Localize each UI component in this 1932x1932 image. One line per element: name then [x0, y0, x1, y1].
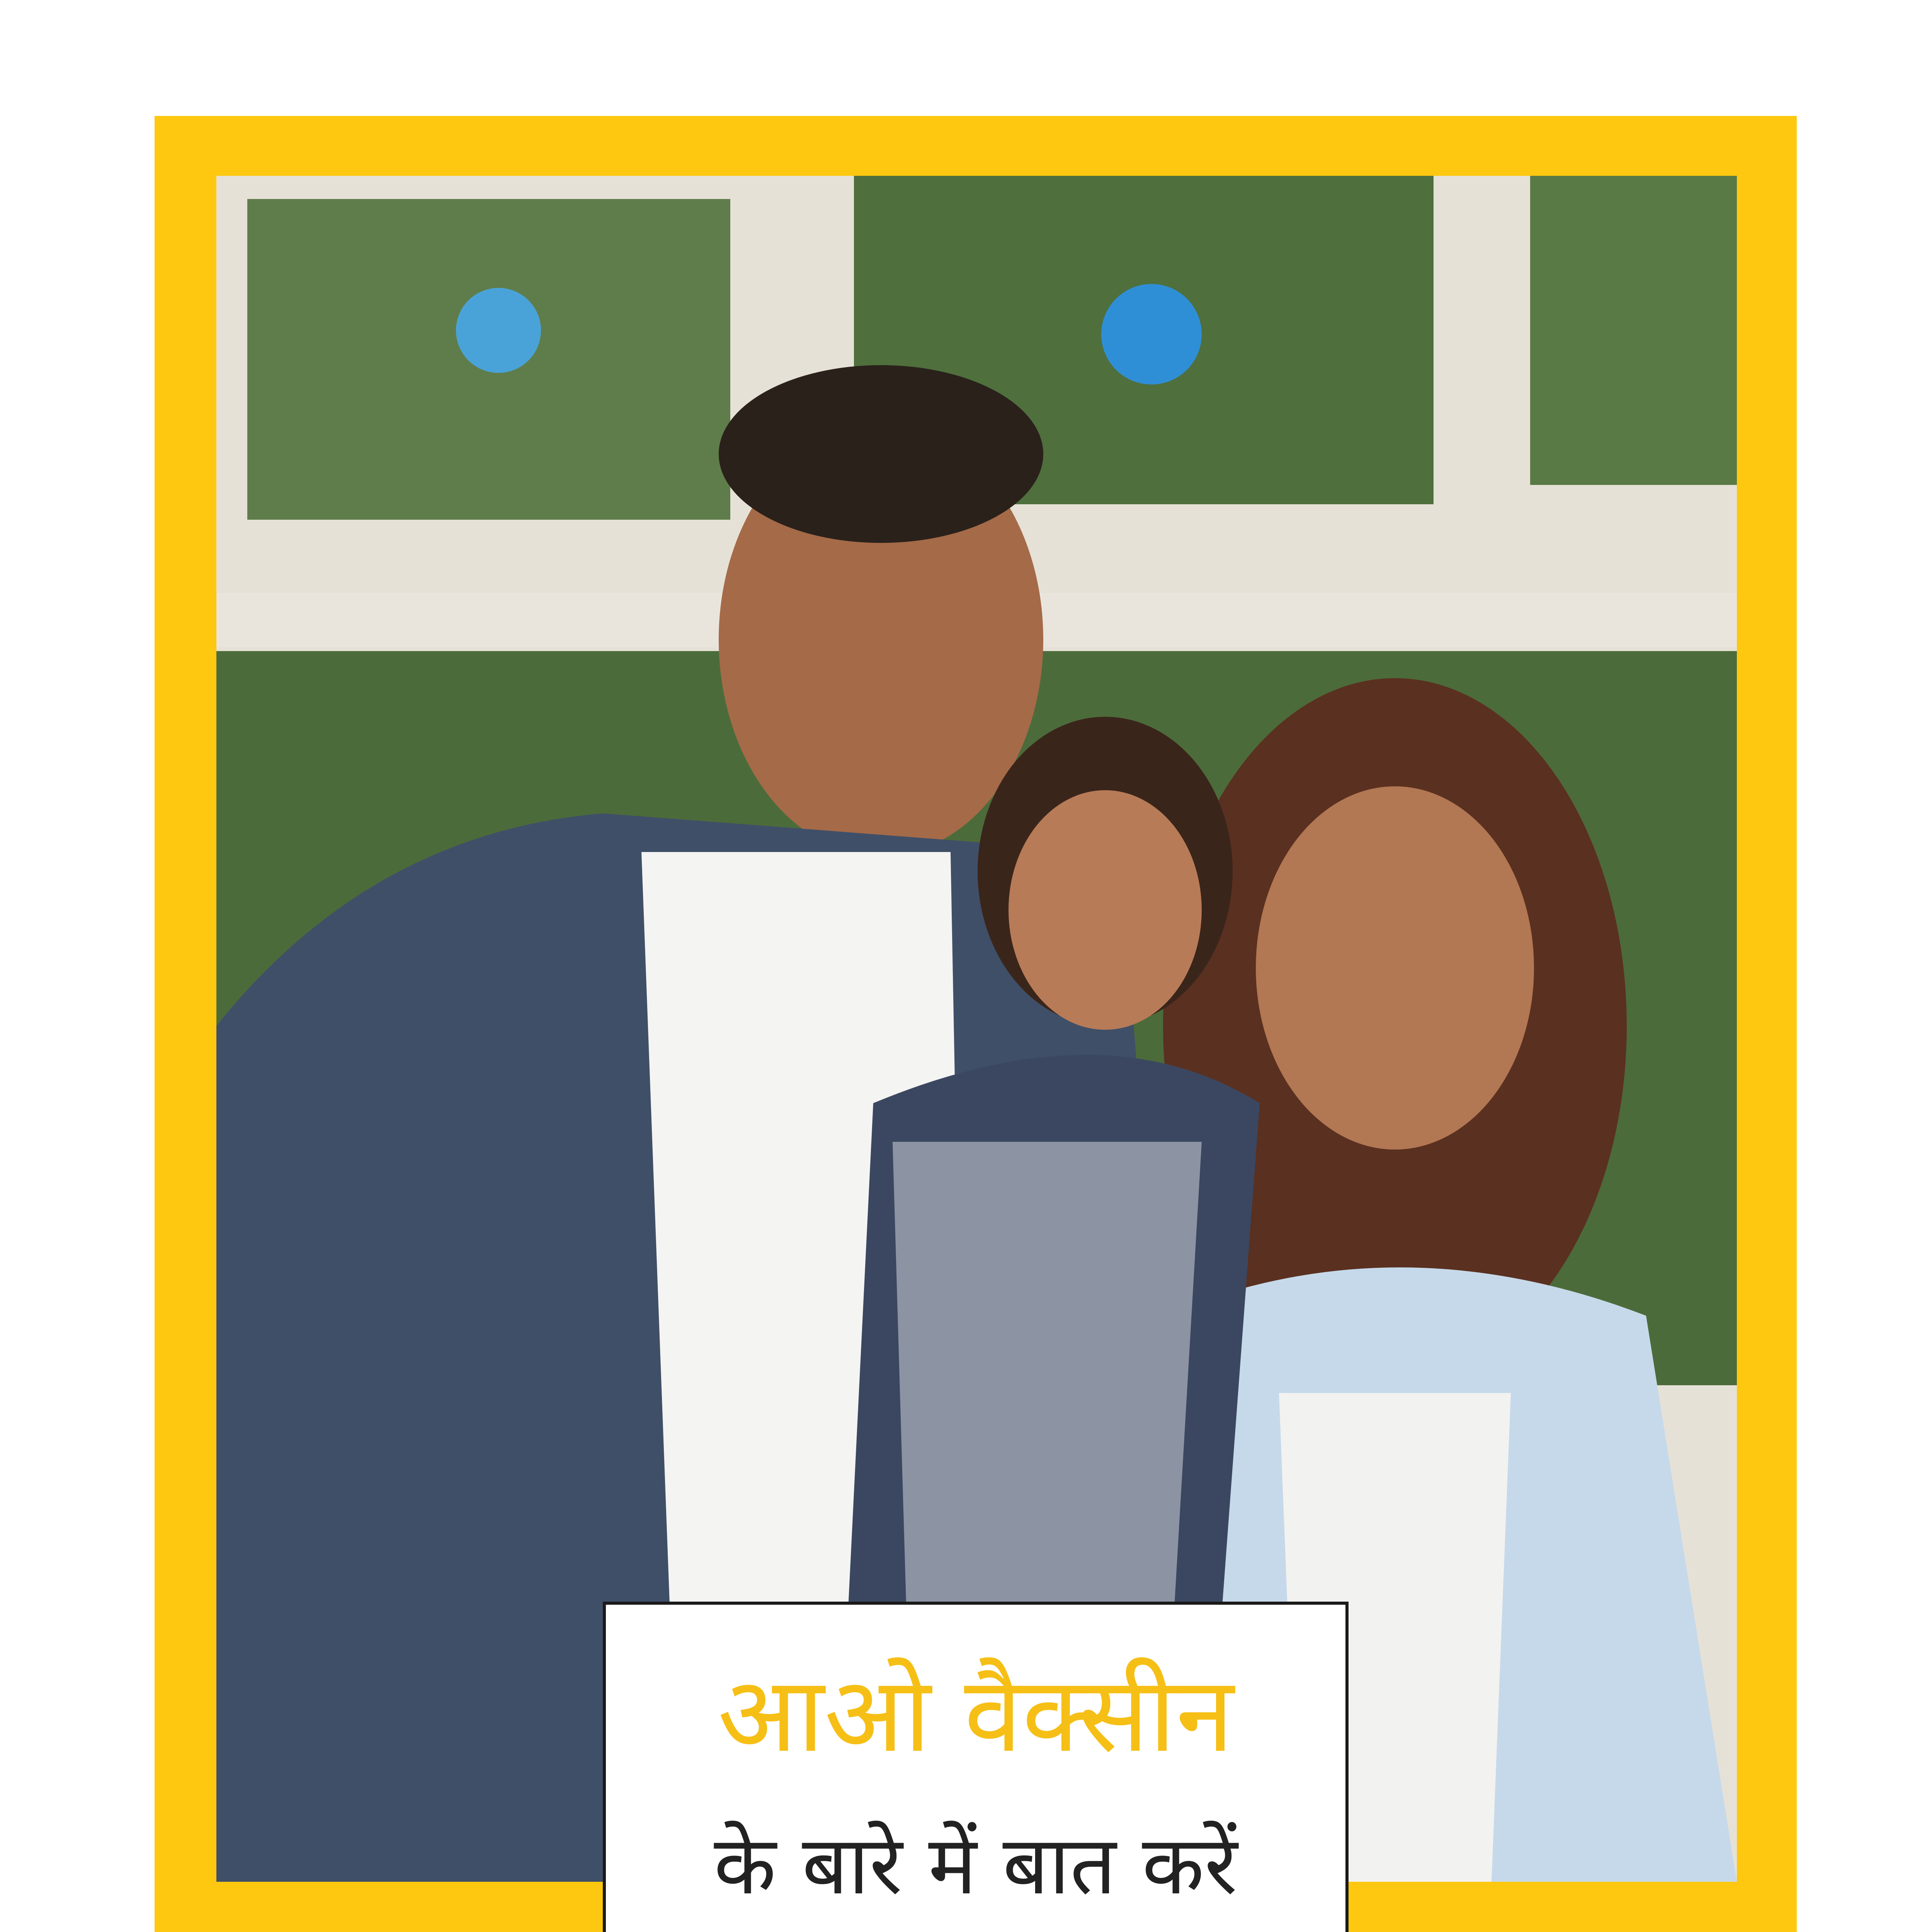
title-box — [603, 1602, 1349, 1932]
title-line-1: आओ वैक्सीन — [718, 1654, 1234, 1776]
title-line-2: के बारे में बात करें — [714, 1818, 1238, 1913]
